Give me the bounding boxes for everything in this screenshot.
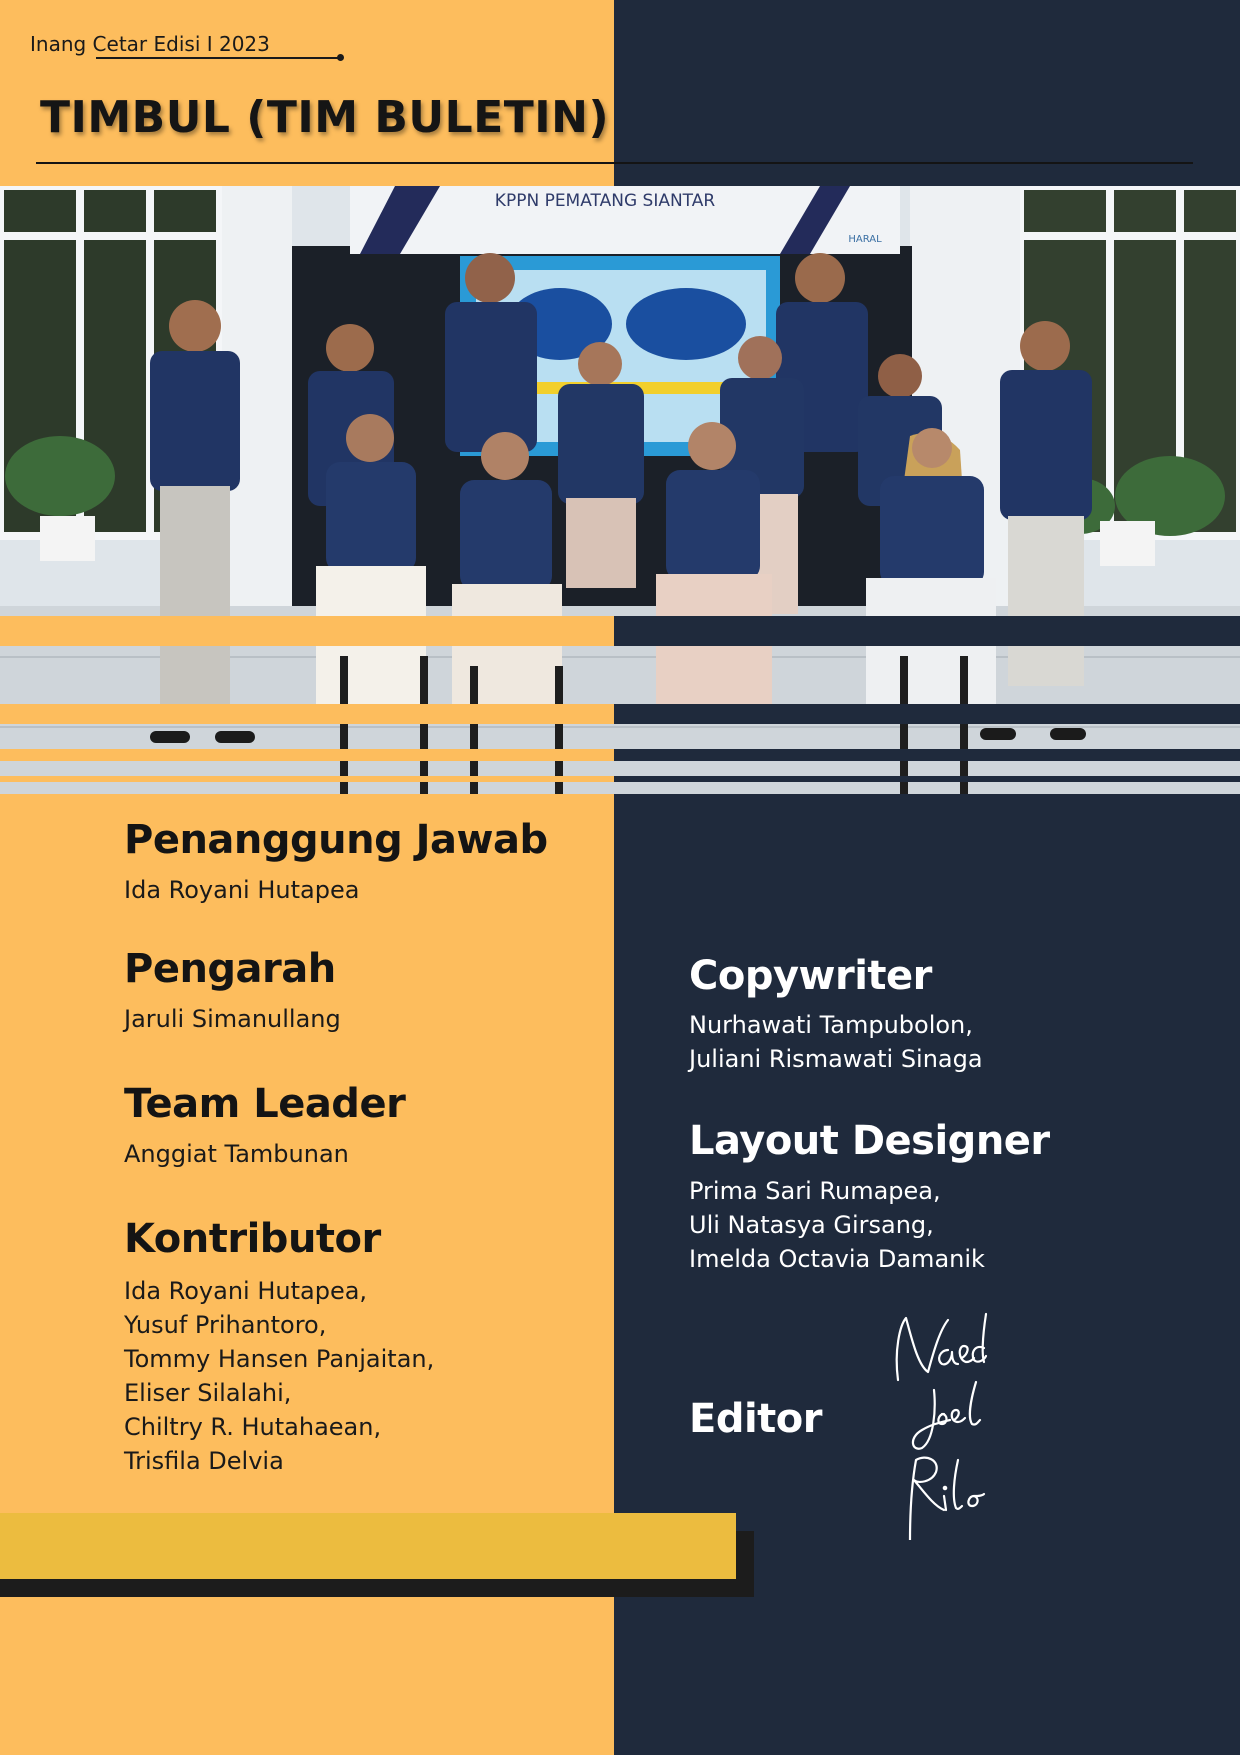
page-title: TIMBUL (TIM BULETIN) <box>40 92 610 143</box>
photo-stripe <box>614 616 1240 646</box>
photo-stripe <box>614 749 1240 761</box>
role-heading: Copywriter <box>689 953 932 999</box>
role-names <box>689 1008 983 1076</box>
credit-name: Juliani Rismawati Sinaga <box>689 1045 983 1073</box>
role-heading: Pengarah <box>124 946 336 992</box>
team-photo <box>0 186 1240 794</box>
edition-underline-dot <box>337 54 344 61</box>
photo-stripe <box>0 776 614 782</box>
credit-name: Tommy Hansen Panjaitan, <box>124 1345 435 1373</box>
edition-underline <box>96 57 340 59</box>
role-names <box>689 1174 985 1276</box>
banner-text: KPPN PEMATANG SIANTAR <box>494 191 716 211</box>
title-divider <box>36 162 1193 164</box>
team-photo-illustration <box>0 186 1240 794</box>
decorative-bar <box>0 1513 736 1579</box>
role-names <box>124 873 359 907</box>
credit-name: Prima Sari Rumapea, <box>689 1177 941 1205</box>
role-names <box>124 1274 434 1478</box>
banner-logo: HARAL <box>848 234 882 245</box>
credit-name: Uli Natasya Girsang, <box>689 1211 934 1239</box>
credit-name: Anggiat Tambunan <box>124 1140 349 1168</box>
credit-name: Nurhawati Tampubolon, <box>689 1011 973 1039</box>
role-heading: Layout Designer <box>689 1118 1050 1164</box>
role-names <box>124 1137 349 1171</box>
credit-name: Imelda Octavia Damanik <box>689 1245 985 1273</box>
photo-stripe <box>0 616 614 646</box>
photo-stripe <box>0 749 614 761</box>
role-heading: Penanggung Jawab <box>124 817 548 863</box>
photo-stripe <box>614 704 1240 724</box>
edition-label: Inang Cetar Edisi I 2023 <box>30 32 270 56</box>
editor-signature <box>878 1310 1018 1540</box>
role-heading: Team Leader <box>124 1081 406 1127</box>
credit-name: Ida Royani Hutapea, <box>124 1277 368 1305</box>
role-names <box>124 1002 341 1036</box>
credit-name: Chiltry R. Hutahaean, <box>124 1413 382 1441</box>
credit-name: Eliser Silalahi, <box>124 1379 292 1407</box>
photo-stripe <box>614 776 1240 782</box>
role-heading: Kontributor <box>124 1216 381 1262</box>
credit-name: Yusuf Prihantoro, <box>124 1311 327 1339</box>
credit-name: Jaruli Simanullang <box>124 1005 341 1033</box>
credit-name: Trisfila Delvia <box>124 1447 284 1475</box>
editor-heading: Editor <box>689 1396 822 1442</box>
photo-stripe <box>0 704 614 724</box>
credit-name: Ida Royani Hutapea <box>124 876 360 904</box>
